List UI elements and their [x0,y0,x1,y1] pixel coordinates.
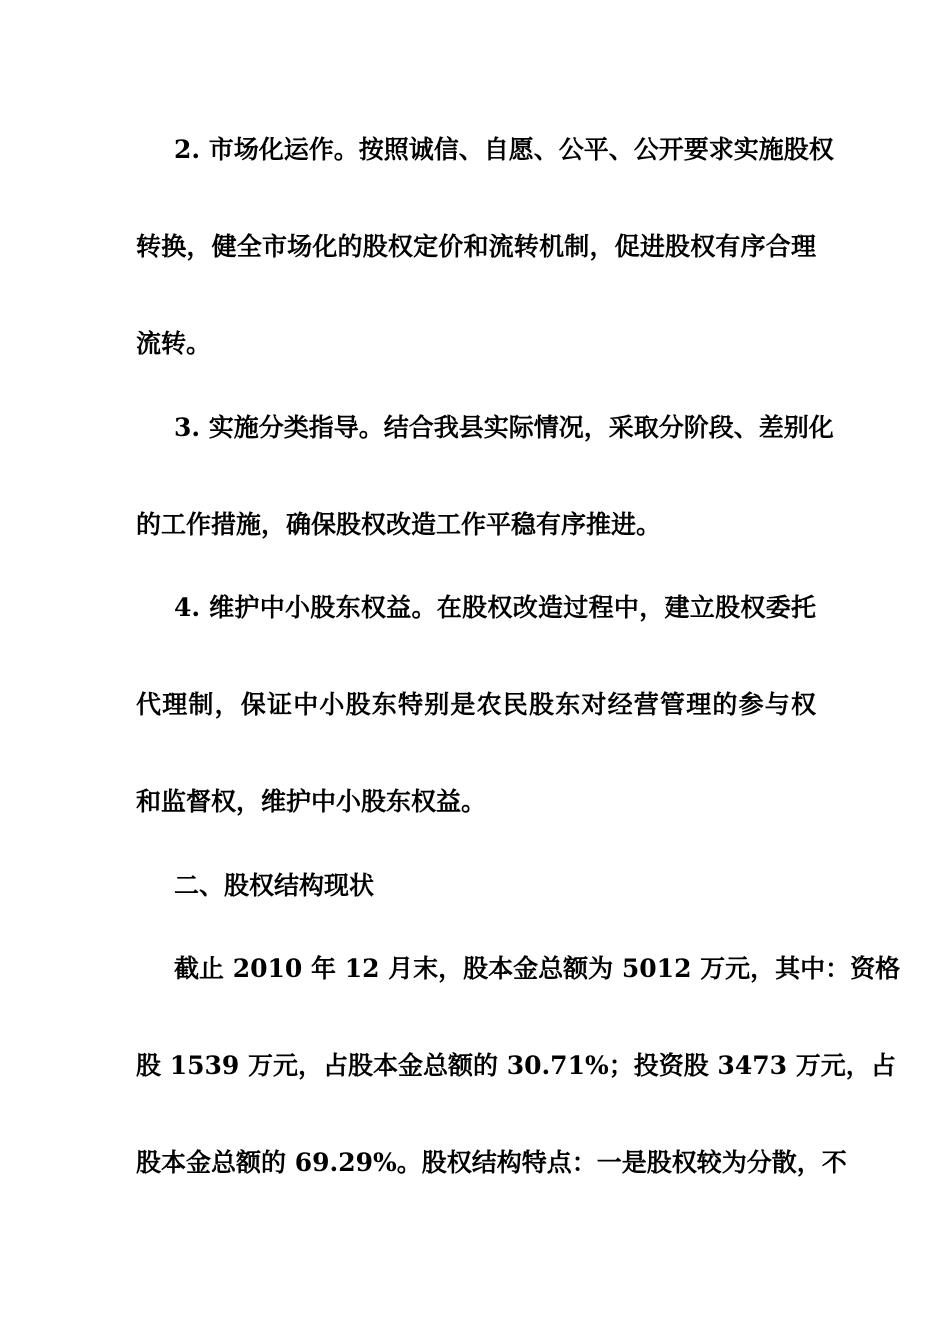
paragraph-line: 3. 实施分类指导。结合我县实际情况，采取分阶段、差别化 [174,413,834,442]
paragraph-line: 代理制，保证中小股东特别是农民股东对经营管理的参与权 [136,690,816,719]
paragraph-line: 股本金总额的 69.29%。股权结构特点：一是股权较为分散，不 [136,1148,847,1177]
paragraph-line: 和监督权，维护中小股东权益。 [136,787,487,816]
paragraph-line: 4. 维护中小股东权益。在股权改造过程中，建立股权委托 [174,593,816,622]
paragraph-line: 截止 2010 年 12 月末，股本金总额为 5012 万元，其中：资格 [174,954,901,983]
paragraph-line: 流转。 [136,329,212,358]
paragraph-line: 的工作措施，确保股权改造工作平稳有序推进。 [136,510,662,539]
paragraph-line: 股 1539 万元，占股本金总额的 30.71%；投资股 3473 万元，占 [136,1051,896,1080]
paragraph-line: 转换，健全市场化的股权定价和流转机制，促进股权有序合理 [136,232,816,261]
paragraph-line: 2. 市场化运作。按照诚信、自愿、公平、公开要求实施股权 [174,135,834,164]
section-heading: 二、股权结构现状 [174,871,375,900]
